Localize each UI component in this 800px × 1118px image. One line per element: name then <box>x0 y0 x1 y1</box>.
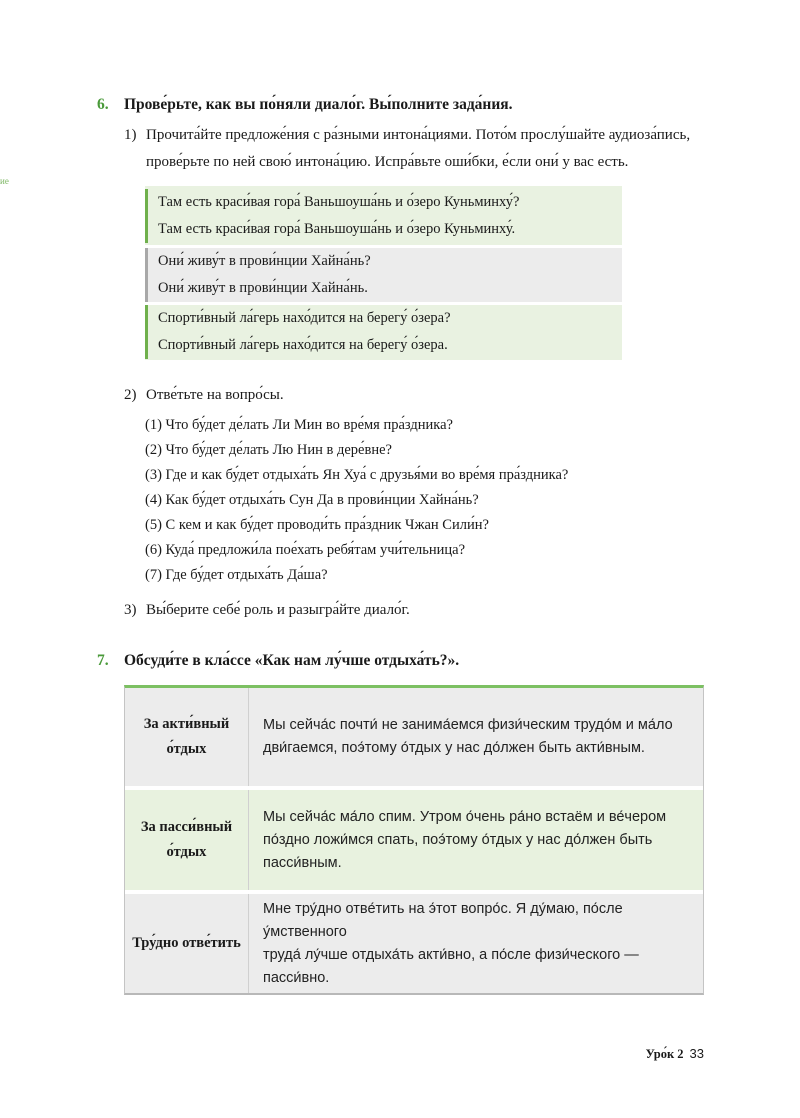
task6-title: Прове́рьте, как вы по́няли диало́г. Вы́полните зада́ния. <box>124 96 513 113</box>
sub3-text: Вы́берите себе́ роль и разыгра́йте диало́г. <box>146 602 410 618</box>
row-label-line: Тру́дно отве́тить <box>132 935 241 951</box>
task6-number: 6. <box>97 96 109 113</box>
pair-statement: Спорти́вный ла́герь нахо́дится на берегу́ о́зера. <box>158 337 448 353</box>
intonation-pair-1 <box>145 189 622 243</box>
page-number: 33 <box>689 1046 704 1061</box>
pair-statement: Там есть краси́вая гора́ Ваньшоуша́нь и о́зеро Куньминху́. <box>158 221 516 237</box>
row-text <box>249 790 703 890</box>
row-label-line: о́тдых <box>166 844 207 860</box>
margin-mark: ие <box>0 176 9 186</box>
list-item: (6) Куда́ предложи́ла пое́хать ребя́там учи́тельница? <box>145 542 466 558</box>
row-text-line: пасси́вным. <box>263 855 342 871</box>
sub2-number: 2) <box>124 387 137 403</box>
lesson-label: Уро́к 2 <box>645 1047 684 1061</box>
task7-number: 7. <box>97 652 109 669</box>
row-label-line: За акти́вный <box>143 716 230 732</box>
list-item: (4) Как бу́дет отдыха́ть Сун Да в прови́нции Хайна́нь? <box>145 492 479 508</box>
sub1-number: 1) <box>124 127 137 143</box>
sub2-text: Отве́тьте на вопро́сы. <box>146 387 284 403</box>
task6-heading <box>97 96 513 114</box>
pair-question: Там есть краси́вая гора́ Ваньшоуша́нь и о́зеро Куньминху́? <box>158 194 520 210</box>
table-row <box>125 790 703 890</box>
table-row <box>125 894 703 993</box>
row-label <box>125 894 249 993</box>
pair-question: Спорти́вный ла́герь нахо́дится на берегу́ о́зера? <box>158 310 451 326</box>
row-label <box>125 790 249 890</box>
row-text-line: по́здно ложи́мся спать, поэ́тому о́тдых у нас до́лжен быть <box>263 832 653 848</box>
intonation-pair-2 <box>145 248 622 302</box>
intonation-box <box>145 186 622 360</box>
row-text <box>249 688 703 786</box>
sub3-number: 3) <box>124 602 137 618</box>
list-item: (7) Где бу́дет отдыха́ть Да́ша? <box>145 567 328 583</box>
pair-statement: Они́ живу́т в прови́нции Хайна́нь. <box>158 280 368 296</box>
row-text-line: Мы сейча́с ма́ло спим. Утром о́чень ра́но встаём и ве́чером <box>263 809 667 825</box>
sub1-line2: прове́рьте по ней свою́ интона́цию. Испра́вьте оши́бки, е́сли они́ у вас есть. <box>146 154 629 170</box>
question-list <box>145 413 568 588</box>
task6-sub3 <box>124 597 724 624</box>
task6-sub2 <box>124 382 724 409</box>
task7-heading <box>97 652 459 670</box>
list-item: (1) Что бу́дет де́лать Ли Мин во вре́мя пра́здника? <box>145 417 453 433</box>
row-text-line: Мне тру́дно отве́тить на э́тот вопро́с. Я ду́маю, по́сле у́мственного <box>263 900 623 940</box>
list-item: (2) Что бу́дет де́лать Лю Нин в дере́вне? <box>145 442 392 458</box>
row-text <box>249 894 703 993</box>
task7-title: Обсуди́те в кла́ссе «Как нам лу́чше отдыха́ть?». <box>124 652 460 669</box>
row-text-line: Мы сейча́с почти́ не занима́емся физи́ческим трудо́м и ма́ло <box>263 717 673 733</box>
list-item: (5) С кем и как бу́дет проводи́ть пра́здник Чжан Сили́н? <box>145 517 489 533</box>
row-label <box>125 688 249 786</box>
row-text-line: труда́ лу́чше отдыха́ть акти́вно, а по́сле физи́ческого — пасси́вно. <box>263 946 639 986</box>
task6-sub1 <box>124 122 724 176</box>
table-row <box>125 688 703 786</box>
sub1-line1: Прочита́йте предложе́ния с ра́зными интона́циями. Пото́м прослу́шайте аудиоза́пись, <box>146 127 691 143</box>
page-footer <box>646 1046 704 1062</box>
list-item: (3) Где и как бу́дет отдыха́ть Ян Хуа́ с друзья́ми во вре́мя пра́здника? <box>145 467 569 483</box>
opinion-table <box>124 685 704 995</box>
row-label-line: За пасси́вный <box>140 819 233 835</box>
pair-question: Они́ живу́т в прови́нции Хайна́нь? <box>158 253 371 269</box>
row-label-line: о́тдых <box>166 741 207 757</box>
intonation-pair-3 <box>145 305 622 359</box>
row-text-line: дви́гаемся, поэ́тому о́тдых у нас до́лжен быть акти́вным. <box>263 740 645 756</box>
